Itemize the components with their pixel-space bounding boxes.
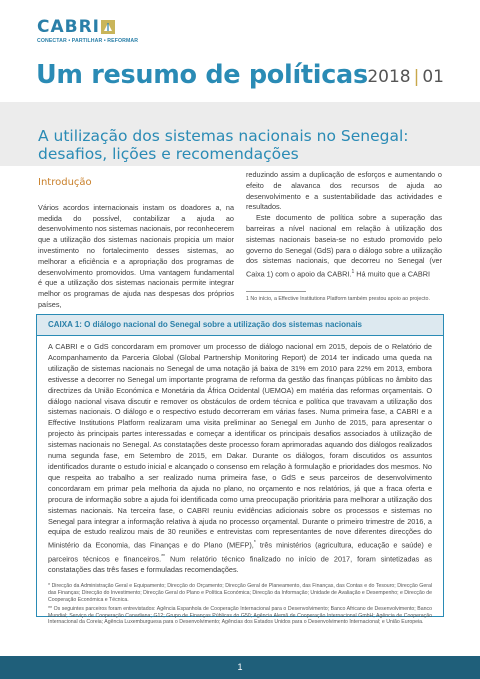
box-footnote-2: ** Os seguintes parceiros foram entrevistados: Agência Espanhola de Cooperação Internacional para o Desenvolvimento; Banco Africano de Desenvolvimento; Banco Mundial; Serviço de Cooperação Canadiana; G12; Grupo de Finanças Públicas do G50; Agência Alemã de Cooperação Internacional GmbH; Agência de Cooperação Internacional da Coreia; Agência Luxemburguesa para o Desenvolvimento; Agências dos Estados Unidos para o Desenvolvimento Internacional; e União Europeia.: [48, 605, 432, 626]
intro-paragraph-1: Vários acordos internacionais instam os doadores a, na medida do possível, contabilizar a ajuda ao desenvolvimento nos sistemas nacionais, por reconhecerem que a utilização dos sistemas nacionais propicia um maior investimento no fortalecimento desses sistemas, ao melhorar a eficiência e a apropriação dos programas de desenvolvimento promovidos. Uma vantagem fundamental é que a utilização dos sistemas nacionais permite integrar melhor os programas de ajuda nas despesas dos próprios países,: [38, 202, 234, 309]
header: [0, 0, 480, 102]
box-1: [36, 314, 444, 626]
intro-paragraph-2: reduzindo assim a duplicação de esforços e aumentando o efeito de alavanca dos recursos de ajuda ao desenvolvimento e a sustentabilidade das actividades e resultados.: [246, 170, 442, 212]
logo-tagline: CONECTAR • PARTILHAR • REFORMAR: [37, 38, 139, 44]
box-1-body: [37, 336, 443, 626]
box-1-text-2: três ministérios (agricultura, educação e saúde) e parceiros técnicos e financeiros.: [48, 540, 433, 564]
page-number: 1: [237, 662, 243, 672]
document-title: [38, 127, 458, 163]
footnote-ref-1: 1: [351, 269, 355, 276]
box-footnote-ref-1: *: [253, 540, 256, 547]
intro-left-column: [38, 170, 234, 311]
box-1-footnotes: [48, 583, 432, 626]
intro-paragraph-3-tail: Há muito que a CABRI: [354, 269, 431, 279]
issue-number: [367, 67, 444, 87]
footnote-divider: [246, 291, 306, 292]
box-1-text-1: A CABRI e o GdS concordaram em promover um processo de diálogo nacional em 2015, depois de o Relatório de Acompanhamento da Parceria Global (Global Partnership Monitoring Report) de 2014 ter indicado uma queda na utilização de sistemas nacionais no Senegal de uma notação já baixa de 31% em 2010 para 22% em 2013, embora estivesse a decorrer no Senegal um importante programa de reforma da gestão das finanças públicas no âmbito das directrizes da União Económica e Monetária da África Ocidental (UEMOA) em matéria das reformas orçamentais. O diálogo nacional visava discutir e remover os obstáculos de ordem técnica e política que travavam a utilização dos sistemas nacionais. O diálogo e o respectivo estudo decorreram em várias fases. Numa primeira fase, a CABRI e a Effective Institutions Platform realizaram uma visita preliminar ao Senegal em Junho de 2015, para apresentar o projecto às principais partes interessadas e começar a identificar os principais desafios associados à utilização de sistemas nacionais no Senegal. As constatações deste processo foram aprimoradas aquando dos diálogos realizados numa segunda fase, em Setembro de 2015, em Dakar. Durante os diálogos, foram discutidos os assuntos identificados durante o estudo inicial e alcançado o consenso em relação à formulação e prioridades dos mesmos. No que respeita ao trabalho a ser realizado numa primeira fase, o GdS e seus parceiros de desenvolvimento concordaram em primar pela melhoria da ajuda no plano, no orçamento e nos relatórios, já que a fraca oferta e procura de informação sobre a ajuda foi identificada como uma preocupação prioritária para melhorar a utilização dos sistemas nacionais. Na terceira fase, o CABRI reuniu evidências adicionais sobre os processos e sistemas no Senegal para integrar a informação relativa à ajuda no processo orçamental. Durante o primeiro trimestre de 2016, a equipa de estudo realizou mais de 30 reuniões e entrevistas com representantes de nove diferentes direcções do Ministério da Economia, das Finanças e do Plano (MEFP),: [48, 342, 432, 550]
box-1-text-3: Num relatório técnico finalizado no início de 2017, foram sintetizadas as constatações das três fases e formuladas recomendações.: [48, 554, 432, 574]
leaf-icon: [101, 20, 115, 34]
logo-wordmark: CABRI: [37, 17, 101, 37]
intro-paragraph-3-text: Este documento de política sobre a superação das barreiras a nível nacional em relação à utilização dos sistemas nacionais baseia-se no estudo promovido pelo governo do Senegal (GdS) para o diálogo sobre a utilização dos sistemas nacionais, que decorreu no Senegal (ver Caixa 1) com o apoio da CABRI.: [246, 213, 442, 279]
title-main: A utilização dos sistemas nacionais no Senegal:: [38, 127, 409, 145]
issue-year: 2018: [367, 67, 411, 87]
section-heading-intro: Introdução: [38, 177, 92, 188]
box-footnote-ref-2: **: [161, 553, 166, 560]
issue-index: 01: [422, 67, 444, 87]
intro-paragraph-3: [246, 213, 442, 280]
box-1-paragraph: [48, 342, 432, 576]
title-subtitle: desafios, lições e recomendações: [38, 145, 299, 163]
cabri-logo: [37, 18, 138, 44]
box-1-heading: CAIXA 1: O diálogo nacional do Senegal sobre a utilização dos sistemas nacionais: [37, 315, 443, 336]
brief-series-title: Um resumo de políticas: [36, 60, 368, 90]
issue-divider: |: [413, 67, 420, 87]
footnote-1: 1 No início, a Effective Institutions Platform também prestou apoio ao projecto.: [246, 296, 430, 303]
intro-right-column: [246, 170, 442, 303]
box-footnote-1: * Direcção da Administração Geral e Equipamento; Direcção do Orçamento; Direcção Geral de Planeamento, das Finanças, das Contas e do Tesouro; Direcção Geral das Finanças; Direcção do Investimento; Direcção Geral do Plano e Política Económica; Direcção da Informação; Unidade de Avaliação e Desempenho; e Direcção de Cooperação Económica e Técnica.: [48, 582, 432, 603]
page-footer: [0, 656, 480, 679]
